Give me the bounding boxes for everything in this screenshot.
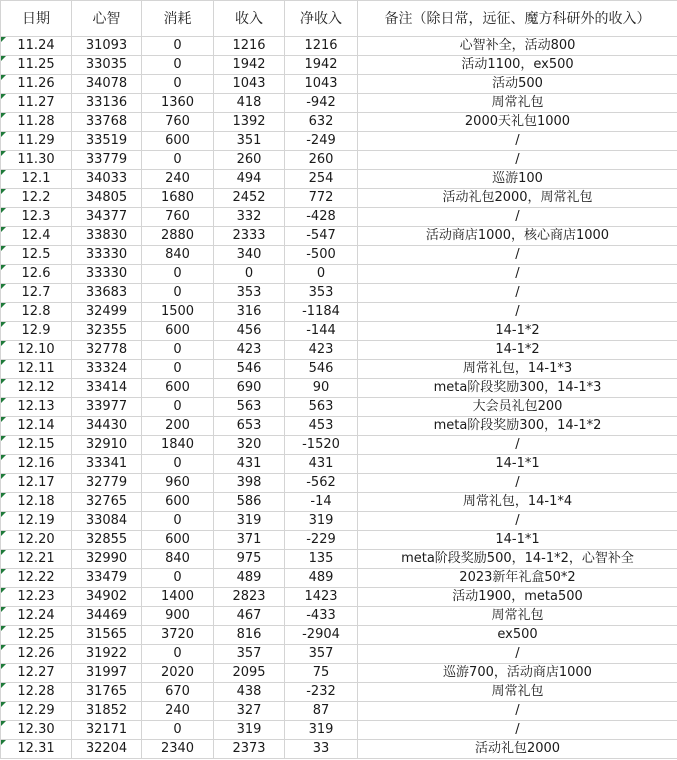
date-cell[interactable]: 11.30 (1, 151, 72, 170)
mind-cell[interactable]: 31852 (72, 702, 142, 721)
mind-cell[interactable]: 32204 (72, 740, 142, 759)
income-cell[interactable]: 438 (214, 683, 285, 702)
consumption-cell[interactable]: 1400 (142, 588, 214, 607)
mind-cell[interactable]: 32990 (72, 550, 142, 569)
date-cell[interactable]: 11.28 (1, 113, 72, 132)
notes-cell[interactable]: / (358, 151, 677, 170)
table-row (1, 132, 677, 151)
date-cell[interactable]: 12.23 (1, 588, 72, 607)
mind-cell[interactable]: 34902 (72, 588, 142, 607)
date-cell[interactable]: 11.26 (1, 75, 72, 94)
net-income-cell[interactable]: 772 (285, 189, 358, 208)
table-row (1, 189, 677, 208)
consumption-cell[interactable]: 2020 (142, 664, 214, 683)
consumption-cell[interactable]: 0 (142, 455, 214, 474)
notes-cell[interactable]: 14-1*2 (358, 341, 677, 360)
table-row (1, 379, 677, 398)
net-income-cell[interactable]: -1184 (285, 303, 358, 322)
consumption-cell[interactable]: 0 (142, 398, 214, 417)
date-cell[interactable]: 12.7 (1, 284, 72, 303)
date-cell[interactable]: 12.10 (1, 341, 72, 360)
income-cell[interactable]: 1942 (214, 56, 285, 75)
income-cell[interactable]: 260 (214, 151, 285, 170)
date-cell[interactable]: 12.24 (1, 607, 72, 626)
date-cell[interactable]: 12.4 (1, 227, 72, 246)
date-cell[interactable]: 12.13 (1, 398, 72, 417)
table-row (1, 208, 677, 227)
mind-cell[interactable]: 33330 (72, 265, 142, 284)
net-income-cell[interactable]: 1423 (285, 588, 358, 607)
consumption-cell[interactable]: 600 (142, 322, 214, 341)
consumption-cell[interactable]: 0 (142, 569, 214, 588)
income-cell[interactable]: 2373 (214, 740, 285, 759)
consumption-cell[interactable]: 0 (142, 645, 214, 664)
net-income-cell[interactable]: -232 (285, 683, 358, 702)
income-cell[interactable]: 1216 (214, 37, 285, 56)
date-cell[interactable]: 12.14 (1, 417, 72, 436)
notes-cell[interactable]: / (358, 303, 677, 322)
mind-cell[interactable]: 34078 (72, 75, 142, 94)
notes-cell[interactable]: / (358, 284, 677, 303)
mind-cell[interactable]: 31765 (72, 683, 142, 702)
notes-cell[interactable]: / (358, 645, 677, 664)
date-cell[interactable]: 12.30 (1, 721, 72, 740)
mind-cell[interactable]: 33084 (72, 512, 142, 531)
table-row (1, 569, 677, 588)
notes-cell[interactable]: 2023新年礼盒50*2 (358, 569, 677, 588)
table-row (1, 455, 677, 474)
mind-cell[interactable]: 34377 (72, 208, 142, 227)
table-row (1, 56, 677, 75)
header-row (1, 1, 677, 37)
date-cell[interactable]: 11.25 (1, 56, 72, 75)
notes-cell[interactable]: / (358, 436, 677, 455)
consumption-cell[interactable]: 3720 (142, 626, 214, 645)
table-row (1, 664, 677, 683)
mind-cell[interactable]: 34430 (72, 417, 142, 436)
mind-cell[interactable]: 33683 (72, 284, 142, 303)
consumption-cell[interactable]: 2340 (142, 740, 214, 759)
income-cell[interactable]: 1392 (214, 113, 285, 132)
notes-cell[interactable]: 周常礼包，14-1*4 (358, 493, 677, 512)
notes-cell[interactable]: / (358, 208, 677, 227)
table-row (1, 740, 677, 759)
income-cell[interactable]: 494 (214, 170, 285, 189)
income-cell[interactable]: 816 (214, 626, 285, 645)
date-cell[interactable]: 12.27 (1, 664, 72, 683)
net-income-cell[interactable]: -547 (285, 227, 358, 246)
net-income-cell[interactable]: 319 (285, 512, 358, 531)
mind-cell[interactable]: 33977 (72, 398, 142, 417)
income-cell[interactable]: 319 (214, 721, 285, 740)
header-date[interactable]: 日期 (1, 1, 72, 37)
date-cell[interactable]: 12.16 (1, 455, 72, 474)
notes-cell[interactable]: 活动500 (358, 75, 677, 94)
net-income-cell[interactable]: 546 (285, 360, 358, 379)
notes-cell[interactable]: / (358, 721, 677, 740)
table-row (1, 493, 677, 512)
table-row (1, 303, 677, 322)
table-row (1, 170, 677, 189)
net-income-cell[interactable]: 431 (285, 455, 358, 474)
consumption-cell[interactable]: 600 (142, 493, 214, 512)
date-cell[interactable]: 11.24 (1, 37, 72, 56)
table-row (1, 512, 677, 531)
income-cell[interactable]: 353 (214, 284, 285, 303)
notes-cell[interactable]: / (358, 474, 677, 493)
mind-cell[interactable]: 33519 (72, 132, 142, 151)
date-cell[interactable]: 12.2 (1, 189, 72, 208)
income-cell[interactable]: 467 (214, 607, 285, 626)
notes-cell[interactable]: 巡游700，活动商店1000 (358, 664, 677, 683)
mind-cell[interactable]: 31565 (72, 626, 142, 645)
header-income[interactable]: 收入 (214, 1, 285, 37)
mind-cell[interactable]: 32778 (72, 341, 142, 360)
notes-cell[interactable]: meta阶段奖励300，14-1*2 (358, 417, 677, 436)
table-row (1, 265, 677, 284)
consumption-cell[interactable]: 0 (142, 75, 214, 94)
notes-cell[interactable]: 14-1*1 (358, 531, 677, 550)
table-row (1, 341, 677, 360)
header-consumption[interactable]: 消耗 (142, 1, 214, 37)
consumption-cell[interactable]: 0 (142, 341, 214, 360)
income-cell[interactable]: 2333 (214, 227, 285, 246)
notes-cell[interactable]: / (358, 246, 677, 265)
notes-cell[interactable]: 周常礼包 (358, 683, 677, 702)
date-cell[interactable]: 11.27 (1, 94, 72, 113)
consumption-cell[interactable]: 1840 (142, 436, 214, 455)
income-cell[interactable]: 327 (214, 702, 285, 721)
table-row (1, 626, 677, 645)
notes-cell[interactable]: 心智补全，活动800 (358, 37, 677, 56)
consumption-cell[interactable]: 0 (142, 151, 214, 170)
mind-cell[interactable]: 34469 (72, 607, 142, 626)
mind-cell[interactable]: 32499 (72, 303, 142, 322)
notes-cell[interactable]: 活动商店1000，核心商店1000 (358, 227, 677, 246)
income-cell[interactable]: 586 (214, 493, 285, 512)
income-cell[interactable]: 418 (214, 94, 285, 113)
notes-cell[interactable]: 14-1*2 (358, 322, 677, 341)
net-income-cell[interactable]: 423 (285, 341, 358, 360)
consumption-cell[interactable]: 840 (142, 550, 214, 569)
income-cell[interactable]: 340 (214, 246, 285, 265)
mind-cell[interactable]: 32779 (72, 474, 142, 493)
net-income-cell[interactable]: -1520 (285, 436, 358, 455)
net-income-cell[interactable]: 75 (285, 664, 358, 683)
income-cell[interactable]: 546 (214, 360, 285, 379)
date-cell[interactable]: 12.21 (1, 550, 72, 569)
table-row (1, 436, 677, 455)
consumption-cell[interactable]: 0 (142, 360, 214, 379)
mind-cell[interactable]: 33136 (72, 94, 142, 113)
date-cell[interactable]: 12.20 (1, 531, 72, 550)
mind-cell[interactable]: 33341 (72, 455, 142, 474)
income-cell[interactable]: 456 (214, 322, 285, 341)
notes-cell[interactable]: 周常礼包 (358, 607, 677, 626)
net-income-cell[interactable]: 135 (285, 550, 358, 569)
table-row (1, 474, 677, 493)
consumption-cell[interactable]: 0 (142, 721, 214, 740)
date-cell[interactable]: 12.6 (1, 265, 72, 284)
consumption-cell[interactable]: 1360 (142, 94, 214, 113)
net-income-cell[interactable]: -249 (285, 132, 358, 151)
mind-cell[interactable]: 33330 (72, 246, 142, 265)
consumption-cell[interactable]: 240 (142, 702, 214, 721)
table-row (1, 683, 677, 702)
mind-cell[interactable]: 34805 (72, 189, 142, 208)
net-income-cell[interactable]: -229 (285, 531, 358, 550)
consumption-cell[interactable]: 0 (142, 265, 214, 284)
notes-cell[interactable]: meta阶段奖励500，14-1*2，心智补全 (358, 550, 677, 569)
date-cell[interactable]: 12.15 (1, 436, 72, 455)
net-income-cell[interactable]: 1043 (285, 75, 358, 94)
income-cell[interactable]: 423 (214, 341, 285, 360)
net-income-cell[interactable]: 489 (285, 569, 358, 588)
net-income-cell[interactable]: 90 (285, 379, 358, 398)
table-row (1, 151, 677, 170)
net-income-cell[interactable]: 563 (285, 398, 358, 417)
mind-cell[interactable]: 31922 (72, 645, 142, 664)
mind-cell[interactable]: 33779 (72, 151, 142, 170)
mind-cell[interactable]: 31093 (72, 37, 142, 56)
date-cell[interactable]: 12.1 (1, 170, 72, 189)
net-income-cell[interactable]: -433 (285, 607, 358, 626)
header-net-income[interactable]: 净收入 (285, 1, 358, 37)
notes-cell[interactable]: 活动1100，ex500 (358, 56, 677, 75)
income-cell[interactable]: 398 (214, 474, 285, 493)
net-income-cell[interactable]: 1942 (285, 56, 358, 75)
consumption-cell[interactable]: 0 (142, 37, 214, 56)
net-income-cell[interactable]: -562 (285, 474, 358, 493)
mind-cell[interactable]: 32355 (72, 322, 142, 341)
consumption-cell[interactable]: 840 (142, 246, 214, 265)
income-cell[interactable]: 1043 (214, 75, 285, 94)
net-income-cell[interactable]: 319 (285, 721, 358, 740)
net-income-cell[interactable]: 353 (285, 284, 358, 303)
date-cell[interactable]: 12.12 (1, 379, 72, 398)
date-cell[interactable]: 12.18 (1, 493, 72, 512)
net-income-cell[interactable]: 254 (285, 170, 358, 189)
table-row (1, 550, 677, 569)
notes-cell[interactable]: ex500 (358, 626, 677, 645)
table-row (1, 398, 677, 417)
consumption-cell[interactable]: 760 (142, 113, 214, 132)
net-income-cell[interactable]: 87 (285, 702, 358, 721)
date-cell[interactable]: 12.9 (1, 322, 72, 341)
date-cell[interactable]: 11.29 (1, 132, 72, 151)
notes-cell[interactable]: 周常礼包 (358, 94, 677, 113)
income-cell[interactable]: 357 (214, 645, 285, 664)
date-cell[interactable]: 12.25 (1, 626, 72, 645)
notes-cell[interactable]: 周常礼包，14-1*3 (358, 360, 677, 379)
notes-cell[interactable]: / (358, 702, 677, 721)
header-notes[interactable]: 备注（除日常，远征、魔方科研外的收入） (358, 1, 677, 37)
consumption-cell[interactable]: 600 (142, 531, 214, 550)
table-row (1, 531, 677, 550)
income-cell[interactable]: 332 (214, 208, 285, 227)
net-income-cell[interactable]: 357 (285, 645, 358, 664)
date-cell[interactable]: 12.3 (1, 208, 72, 227)
net-income-cell[interactable]: 453 (285, 417, 358, 436)
income-cell[interactable]: 371 (214, 531, 285, 550)
table-row (1, 75, 677, 94)
mind-cell[interactable]: 32910 (72, 436, 142, 455)
date-cell[interactable]: 12.29 (1, 702, 72, 721)
income-cell[interactable]: 653 (214, 417, 285, 436)
table-row (1, 113, 677, 132)
date-cell[interactable]: 12.22 (1, 569, 72, 588)
net-income-cell[interactable]: 1216 (285, 37, 358, 56)
table-row (1, 588, 677, 607)
mind-cell[interactable]: 31997 (72, 664, 142, 683)
mind-cell[interactable]: 33768 (72, 113, 142, 132)
mind-cell[interactable]: 33830 (72, 227, 142, 246)
notes-cell[interactable]: / (358, 512, 677, 531)
date-cell[interactable]: 12.5 (1, 246, 72, 265)
net-income-cell[interactable]: -14 (285, 493, 358, 512)
date-cell[interactable]: 12.31 (1, 740, 72, 759)
net-income-cell[interactable]: -428 (285, 208, 358, 227)
date-cell[interactable]: 12.17 (1, 474, 72, 493)
income-cell[interactable]: 319 (214, 512, 285, 531)
net-income-cell[interactable]: 260 (285, 151, 358, 170)
consumption-cell[interactable]: 0 (142, 284, 214, 303)
notes-cell[interactable]: / (358, 265, 677, 284)
date-cell[interactable]: 12.8 (1, 303, 72, 322)
income-cell[interactable]: 2452 (214, 189, 285, 208)
notes-cell[interactable]: / (358, 132, 677, 151)
mind-cell[interactable]: 33414 (72, 379, 142, 398)
mind-cell[interactable]: 32765 (72, 493, 142, 512)
net-income-cell[interactable]: -942 (285, 94, 358, 113)
consumption-cell[interactable]: 1500 (142, 303, 214, 322)
income-cell[interactable]: 316 (214, 303, 285, 322)
income-cell[interactable]: 320 (214, 436, 285, 455)
notes-cell[interactable]: meta阶段奖励300，14-1*3 (358, 379, 677, 398)
mind-cell[interactable]: 32855 (72, 531, 142, 550)
mind-cell[interactable]: 32171 (72, 721, 142, 740)
notes-cell[interactable]: 活动1900，meta500 (358, 588, 677, 607)
net-income-cell[interactable]: -144 (285, 322, 358, 341)
mind-cell[interactable]: 33035 (72, 56, 142, 75)
header-mind[interactable]: 心智 (72, 1, 142, 37)
income-cell[interactable]: 690 (214, 379, 285, 398)
consumption-cell[interactable]: 2880 (142, 227, 214, 246)
consumption-cell[interactable]: 960 (142, 474, 214, 493)
income-cell[interactable]: 489 (214, 569, 285, 588)
notes-cell[interactable]: 活动礼包2000，周常礼包 (358, 189, 677, 208)
consumption-cell[interactable]: 200 (142, 417, 214, 436)
income-cell[interactable]: 0 (214, 265, 285, 284)
net-income-cell[interactable]: 0 (285, 265, 358, 284)
mind-cell[interactable]: 34033 (72, 170, 142, 189)
notes-cell[interactable]: 巡游100 (358, 170, 677, 189)
income-cell[interactable]: 2095 (214, 664, 285, 683)
income-cell[interactable]: 975 (214, 550, 285, 569)
notes-cell[interactable]: 2000天礼包1000 (358, 113, 677, 132)
table-row (1, 645, 677, 664)
table-row (1, 360, 677, 379)
date-cell[interactable]: 12.28 (1, 683, 72, 702)
consumption-cell[interactable]: 0 (142, 512, 214, 531)
net-income-cell[interactable]: -500 (285, 246, 358, 265)
date-cell[interactable]: 12.19 (1, 512, 72, 531)
table-row (1, 607, 677, 626)
mind-cell[interactable]: 33324 (72, 360, 142, 379)
income-cell[interactable]: 2823 (214, 588, 285, 607)
table-row (1, 246, 677, 265)
net-income-cell[interactable]: 632 (285, 113, 358, 132)
income-cell[interactable]: 563 (214, 398, 285, 417)
consumption-cell[interactable]: 600 (142, 132, 214, 151)
income-cell[interactable]: 431 (214, 455, 285, 474)
table-row (1, 227, 677, 246)
notes-cell[interactable]: 大会员礼包200 (358, 398, 677, 417)
net-income-cell[interactable]: -2904 (285, 626, 358, 645)
consumption-cell[interactable]: 240 (142, 170, 214, 189)
table-row (1, 721, 677, 740)
table-row (1, 322, 677, 341)
notes-cell[interactable]: 活动礼包2000 (358, 740, 677, 759)
consumption-cell[interactable]: 670 (142, 683, 214, 702)
date-cell[interactable]: 12.26 (1, 645, 72, 664)
consumption-cell[interactable]: 600 (142, 379, 214, 398)
mind-cell[interactable]: 33479 (72, 569, 142, 588)
consumption-cell[interactable]: 0 (142, 56, 214, 75)
table-row (1, 284, 677, 303)
table-row (1, 94, 677, 113)
income-cell[interactable]: 351 (214, 132, 285, 151)
net-income-cell[interactable]: 33 (285, 740, 358, 759)
notes-cell[interactable]: 14-1*1 (358, 455, 677, 474)
date-cell[interactable]: 12.11 (1, 360, 72, 379)
table-row (1, 417, 677, 436)
consumption-cell[interactable]: 760 (142, 208, 214, 227)
consumption-cell[interactable]: 900 (142, 607, 214, 626)
table-row (1, 702, 677, 721)
table-row (1, 37, 677, 56)
consumption-cell[interactable]: 1680 (142, 189, 214, 208)
